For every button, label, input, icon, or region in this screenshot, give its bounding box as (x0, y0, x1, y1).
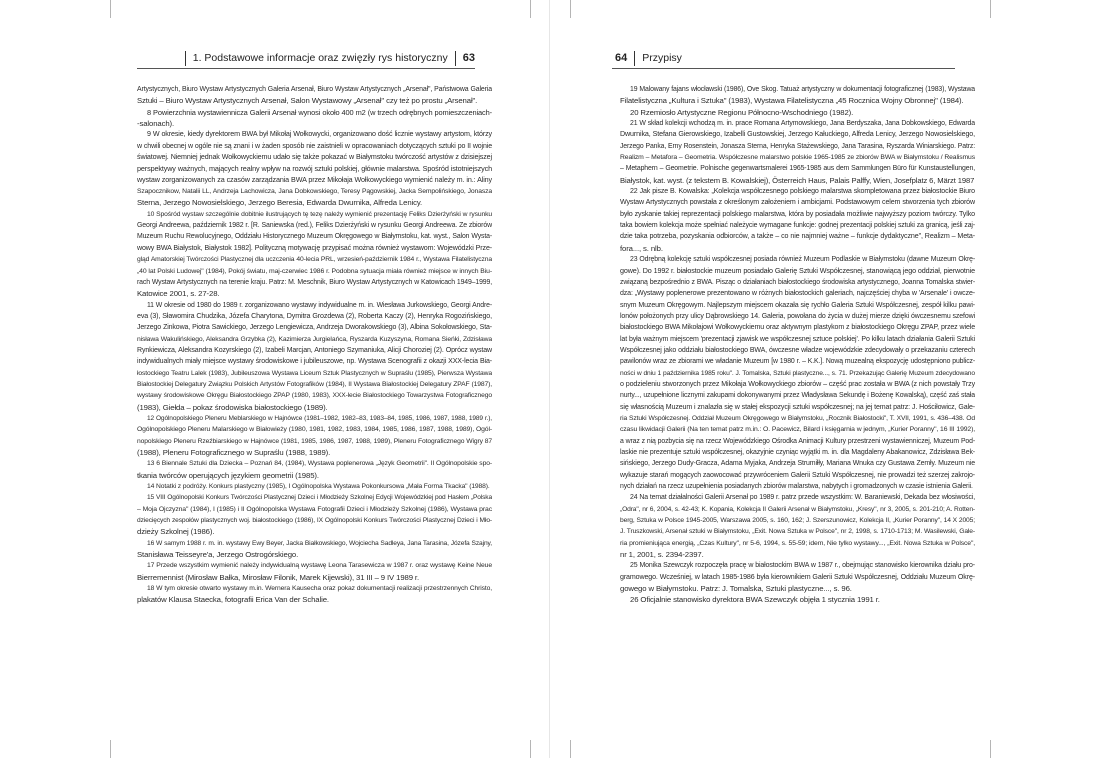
text-line: (1988), Pleneru Fotograficznego w Supraślu (1988, 1989). (137, 448, 331, 457)
chapter-title: 1. Podstawowe informacje oraz zwięzły rys historyczny (192, 52, 448, 64)
text-line: taka bowiem kolekcja może spełniać należycie wymagane funkcje: godnej prezentacji polskiej sztuki za granicą, jeśli zaj- (620, 222, 975, 230)
text-line: perspektywy ważnych, mających realny wpływ na rozwój sztuki polskiej, głównie malarstwa. Spośród istotniejszych (137, 164, 492, 174)
text-line: 21 W skład kolekcji wchodzą m. in. prace Romana Artymowskiego, Jana Berdyszaka, Jana Dobkowskiego, Edwarda (630, 120, 975, 128)
text-line: się własnością Muzeum i znalazła się w stałej ekspozycji sztuki współczesnej; na jej temat patrz: J. Hościłowicz, Gale- (620, 403, 975, 411)
text-line: dza: „Wystawy poplenerowe prezentowano w różnych białostockich galeriach, najczęściej chyba w 'Arsenale' i owcze- (620, 290, 975, 298)
text-line: 19 Malowany fajans włocławski (1986), Ove Skog. Tatuaż artystyczny w dokumentacji fotograficznej (1983), Wystawa (630, 86, 975, 93)
text-line: „40 lat Polski Ludowej" (1984), Pokój światu, maj-czerwiec 1986 r. Podobna sytuacja miała również miejsce w innych Biu- (137, 267, 492, 275)
text-line: 23 Odrębną kolekcję sztuki współczesnej posiada również Muzeum Podlaskie w Białymstoku (dawne Muzeum Okrę- (630, 256, 975, 264)
text-line: Rynkiewicza, Aleksandra Kozyrskiego (2), Izabeli Marcjan, Antoniego Szymaniuka, Alicji Choroziej (2). Oprócz wystaw (137, 346, 492, 354)
text-line: Stanisława Teisseyre'a, Jerzego Ostrogórskiego. (137, 550, 299, 560)
text-line: Ogólnopolskiego Pleneru Malarskiego w Białowieży (1980, 1981, 1982, 1983, 1984, 1985, 1986, 1987, 1988, 1989), Ogól- (137, 426, 492, 434)
text-line: nisława Wakulińskiego, Aleksandra Grzybka (2), Kazimierza Jurgielańca, Ryszarda Kuzyszyna, Romana Sieńki, Zdzisława (137, 335, 492, 343)
text-line: Jerzego Panka, Erny Rosenstein, Jonasza Sterna, Henryka Stażewskiego, Jana Tarasina, Ryszarda Winiarskiego. Patrz: (620, 142, 975, 150)
text-line: – Metaphern – Geometrie. Polnische gegenwartsmalerei 1965-1985 aus dem Sammlungen Büro für Kunstaustellungen, (620, 165, 975, 173)
text-line: ria Sztuki Współczesnej. Oddział Muzeum Okręgowego w Białymstoku, „Rocznik Białostocki", T. XVII, 1991, s. 436–438. Od (620, 414, 975, 422)
text-line: Białostockiej Delegatury Związku Polskich Artystów Fotografików (1984), II Wystawa Białostockiej Delegatury ZPAF (1987), (137, 380, 492, 388)
running-head-divider (634, 51, 635, 66)
text-line: nopolskiego Pleneru Rzeźbiarskiego w Hajnówce (1981, 1985, 1986, 1987, 1988, 1989), Pleneru Fotograficznego Wigry 87 (137, 437, 492, 445)
text-line: 13 6 Biennale Sztuki dla Dziecka – Poznań 84, (1984), Wystawa poplenerowa „Język Geometrii". II Ogólnopolskie spo- (147, 460, 492, 468)
text-line: gowego w Białymstoku. Patrz: J. Tomalska, Sztuki plastyczne..., s. 96. (620, 584, 852, 594)
header-rule (612, 68, 955, 69)
section-title: Przypisy (642, 52, 682, 64)
text-line: 16 W samym 1988 r. m. in. wystawy Ewy Beyer, Jacka Białkowskiego, Wojciecha Sadleya, Jana Tarasina, Józefa Szajny, (147, 539, 492, 547)
text-line: (1983), Giełda – pokaz środowiska białostockiego (1989). (137, 402, 328, 412)
text-line: dzie taka potrzeba, pozyskania odbiorców, a także – co nie najmniej ważne – funkcje dydaktyczne", Realizm – Meta- (620, 232, 975, 241)
text-line: lonów położonych przy ulicy Dąbrowskiego 14. Galeria, powołana do życia w dużej mierze dzięki ówczesnemu szefowi (620, 312, 975, 320)
text-line: gląd Amatorskiej Twórczości Plastycznej dla uczczenia 40-lecia PRL, wrzesień-październik 1984 r., Wystawa Filatelistyczna (137, 256, 492, 264)
text-line: Katowice 2001, s. 27-28. (137, 289, 220, 299)
text-line: Bierremennist (Mirosław Bałka, Mirosław Filonik, Marek Kijewski), 31 III – 9 IV 1989 r. (137, 572, 420, 582)
text-line: dzieży Szkolnej (1986). (137, 527, 215, 537)
text-line: Muzeum Ruchu Rewolucyjnego, Oddziału Historycznego Muzeum Okręgowego w Białymstoku, kat. wyst., Salon Wysta- (137, 233, 492, 241)
text-line: Georgi Andreewa, październik 1982 r. [R. Saniewska (red.), Feliks Dzierżyński w rysunku Georgi Andreewa. Ze zbiorów (137, 222, 492, 230)
text-line: plakatów Klausa Staecka, fotografii Erica Van der Schalie. (137, 595, 329, 605)
text-line: J. Truszkowski, Arsenał sztuki w Białymstoku, „Exit. Nowa Sztuka w Polsce", nr 2, 1998, s. 1710-1713; M. Wasilewski, Gale- (620, 528, 975, 536)
text-line: w chwili obecnej w ogóle nie są znani i w żaden sposób nie zaistnieli w opracowaniach dotyczących sztuki po II wojnie (137, 142, 492, 150)
header-rule (137, 68, 475, 69)
text-line: Jerzego Zinkowa, Piotra Sawickiego, Jerzego Lengiewicza, Andrzeja Dworakowskiego (3), Albina Sokołowskiego, Sta- (137, 324, 492, 332)
text-line: ria promieniująca energią, „Czas Kultury", nr 5-6, 1994, s. 55-59; idem, Nie tylko wystawy..., „Exit. Nowa Sztuka w Polsce", (620, 539, 975, 547)
text-line: eva (3), Sławomira Chudzika, Józefa Charytona, Dymitra Grozdewa (2), Roberta Kaczy (2), Henryka Rogozińskiego, (137, 311, 492, 320)
text-line: 18 W tym okresie otwarto wystawy m.in. Wernera Kausecha oraz pokaz dokumentacji realizacji przestrzennych Christo, (147, 585, 492, 593)
text-line: światowej. Niemniej jednak Wołkowyckiemu udało się także pokazać w Białymstoku twórczość artystów z dzisiejszej (137, 153, 492, 162)
text-line: wystaw zorganizowanych za czasów zarządzania BWA przez Mikołaja Wołkowyckiego wymienić należy m. in.: Aliny (137, 175, 492, 184)
running-head-right (615, 50, 682, 66)
text-line: 11 W okresie od 1980 do 1989 r. zorganizowano wystawy indywidualne m. in. Wiesława Jurkowskiego, Georgi Andre- (147, 301, 492, 309)
text-line: Realizm – Metafora – Geometria. Współczesne malarstwo polskie 1965-1985 ze zbiorów BWA w Białymstoku / Realismus (620, 154, 975, 162)
text-line: a wraz z nią pozbycia się na rzecz Wojewódzkiego Ośrodka Animacji Kultury przestrzeni wystawienniczej, Muzeum Pod- (620, 437, 975, 445)
text-line: lat była ważnym miejscem 'prezentacji zjawisk we współczesnej sztuce polskiej'. Po kilku latach działania Galerii Sztuki (620, 335, 975, 343)
text-line: 15 VIII Ogólnopolski Konkurs Twórczości Plastycznej Dzieci i Młodzieży Szkolnej Edycji Wojewódzkiej pod Hasłem „Polska (147, 494, 492, 502)
running-head-divider (455, 51, 456, 66)
text-line: czasu likwidacji Galerii (Na ten temat patrz m.in.: O. Pacewicz, Bilard i księgarnia w jednym, „Kurier Poranny", 16 III 1992), (620, 426, 975, 434)
text-line: Sztuki – Biuro Wystaw Artystycznych Arsenał, Salon Wystawowy „Arsenał" czy też po prostu „Arsenał". (137, 96, 478, 106)
text-line: nurty..., uzupełnione licznymi zakupami dokonywanymi przez Władysława Sekundę i Bożenę Kowalską), część zaś stała (620, 392, 975, 400)
text-line: – Moja Ojczyzna" (1984), I (1985) i II Ogólnopolska Wystawa Fotografii Dzieci i Młodzieży Szkolnej (1986), Wystawa prac (137, 505, 492, 513)
text-line: 12 Ogólnopolskiego Pleneru Meblarskiego w Hajnówce (1981–1982, 1982–83, 1983–84, 1985, 1986, 1987, 1988, 1989 r.), (147, 414, 492, 422)
text-line: 17 Przede wszystkim wymienić należy indywidualną wystawę Leona Tarasewicza w 1987 r. oraz wystawę Keine Neue (147, 562, 492, 570)
text-line: Białystok, kat. wyst. (z tekstem B. Kowalskiej), Österreich Haus, Palais Palffy, Wien, Josefplatz 6, Märzt 1987 (620, 175, 975, 185)
text-line: 9 W okresie, kiedy dyrektorem BWA był Mikołaj Wołkowycki, organizowano dość licznie wystawy artystom, którzy (147, 130, 492, 139)
text-line: 26 Oficjalnie stanowisko dyrektora BWA Szewczyk objęła 1 stycznia 1991 r. (630, 595, 880, 605)
text-line: gowe). Do 1992 r. białostockie muzeum posiadało Galerię Sztuki Współczesnej, stanowiącą jego oddział, pierwotnie (620, 266, 975, 275)
text-line: 8 Powierzchnia wystawiennicza Galerii Arsenał wynosi około 400 m2 (w trzech odrębnych pomieszczeniach- (147, 107, 492, 117)
text-line: snym Muzeum Okręgowym. Najlepszym miejscem okazała się rychło Galeria Sztuki Współczesnej, zespół kilku pawi- (620, 301, 975, 309)
text-line: Artystycznych, Biuro Wystaw Artystycznych Galeria Arsenał, Biuro Wystaw Artystycznych „Arsenał", Państwowa Galeria (137, 86, 492, 93)
running-head-divider (185, 51, 186, 66)
text-line: -salonach). (137, 119, 175, 129)
text-line: było zyskanie takiej reprezentacji polskiego malarstwa, która by posiadała możliwie najwyższy poziom twórczy. Tylko (620, 209, 975, 218)
text-line: dziecięcych zespołów plastycznych woj. białostockiego (1986), IX Ogólnopolski Konkurs Twórczości Plastycznej Dzieci i Mło- (137, 517, 492, 525)
text-line: laskie nie prezentuje sztuki współczesnej, okazyjnie czyniąc wyjątki m. in. dla Magdaleny Abakanowicz, Zdzisława Bek- (620, 449, 975, 456)
text-line: 22 Jak pisze B. Kowalska: „Kolekcja współczesnego polskiego malarstwa skompletowana przez białostockie Biuro (630, 188, 975, 196)
text-line: 25 Monika Szewczyk rozpoczęła pracę w białostockim BWA w 1987 r., obejmując stanowisko kierownika działu pro- (630, 562, 975, 570)
text-line: gramowego. Wcześniej, w latach 1985-1986 była kierownikiem Galerii Sztuki Współczesnej, Oddziału Muzeum Okrę- (620, 572, 975, 581)
text-line: ności w dniu 1 października 1985 roku". J. Tomalska, Sztuki plastyczne..., s. 71. Przekazując Galerię Muzeum zdecydowano (620, 369, 975, 377)
text-line: 24 Na temat działalności Galerii Arsenał po 1989 r. patrz przede wszystkim: W. Baraniewski, Dekada bez włosiwości, (630, 494, 975, 502)
text-line: Sterna, Jerzego Nowosielskiego, Jerzego Beresia, Edwarda Dwurnika, Alfreda Lenicy. (137, 198, 423, 208)
text-line: rach Wystaw Artystycznych na terenie kraju. Patrz: M. Meschnik, Biuro Wystaw Artystycznych w Katowicach 1949–1999, (137, 278, 492, 286)
text-line: tkania twórców operujących językiem geometrii (1985). (137, 470, 319, 480)
text-line: łostockiego Teatru Lalek (1983), Jubileuszowa Wystawa Liceum Sztuk Plastycznych w Supraślu (1985), Pierwsza Wystawa (137, 369, 492, 377)
text-line: „Odra", nr 6, 2004, s. 42-43; K. Kopania, Kolekcja II Galerii Arsenał w Białymstoku, „Kresy", nr 3, 2005, s. 201-210; A. Rotten- (620, 505, 975, 513)
footnotes-block (620, 84, 975, 606)
text-line: sińskiego, Jerzego Dudy-Gracza, Adama Myjaka, Andrzeja Strumiłły, Mariana Wnuka czy Gustawa Zemły. Muzeum nie (620, 460, 975, 468)
text-line: indywidualnych miały miejsce wystawy środowiskowe i jubileuszowe, np. Wystawa Scenografii z okazji XXX-lecia Bia- (137, 358, 492, 366)
text-line: pawilonów wraz ze zbiorami we władanie Muzeum [w 1980 r. – K.K.]. Nową muzealną ekspozycję udostępniono publicz- (620, 358, 975, 366)
text-line: wystawy środowiskowe Okręgu Białostockiego ZPAP (1980, 1983), XXX-lecie Białostockiego Towarzystwa Fotograficznego (137, 392, 492, 400)
running-head-left (178, 50, 475, 66)
text-line: Współczesnej jako oddziału białostockiego BWA, ówczesne władze wojewódzkie zdecydowały o przekazaniu czterech (620, 346, 975, 354)
right-page (550, 0, 1100, 758)
page-number: 63 (462, 52, 475, 64)
text-line: fora..., s. nlb. (620, 243, 663, 253)
text-line: Filatelistyczna „Kultura i Sztuka" (1983), Wystawa Filatelistyczna „45 Rocznica Wojny Obronnej" (1984). (620, 96, 964, 106)
text-line: nr 1, 2001, s. 2394-2397. (620, 550, 704, 560)
text-line: wykazuje starań mogących zaowocować przywróceniem Galerii Sztuki Współczesnej, nie prowadzi też szerzej zakrojo- (620, 471, 975, 479)
text-line: związaną bezpośrednio z BWA. Pisząc o działaniach białostockiego środowiska artystycznego, Joanna Tomalska stwier- (620, 278, 975, 286)
text-line: Szapocznikow, Natalii LL, Andrzeja Lachowicza, Jana Dobkowskiego, Teresy Pągowskiej, Jacka Sempolińskiego, Jonasza (137, 188, 492, 196)
text-line: 20 Rzemiosło Artystyczne Regionu Północno-Wschodniego (1982). (630, 107, 854, 117)
text-line: białostockiego BWA Mikołajowi Wołkowyckiemu oraz aktywnym plastykom z białostockiego Okręgu ZPAP, przez wiele (620, 324, 975, 332)
text-line: Wystaw Artystycznych powstała z określonym założeniem i ambicjami. Podstawowym celem stworzenia tych zbiorów (620, 198, 975, 207)
page-number: 64 (615, 52, 628, 64)
text-line: o podzieleniu stworzonych przez Mikołaja Wołkowyckiego zbiorów – część prac została w BWA (z nich powstały Trzy (620, 379, 975, 388)
footnotes-block (137, 84, 492, 606)
text-line: wowy BWA Białystok, Białystok 1982]. Polityczną motywację przypisać można również wystawom: Wojewódzki Prze- (137, 243, 492, 252)
text-line: Dwurnika, Stefana Gierowskiego, Izabelli Gustowskiej, Jerzego Kałuckiego, Alfreda Lenicy, Jerzego Nowosielskiego, (620, 130, 975, 139)
text-line: 14 Notatki z podróży. Konkurs plastyczny (1985), I Ogólnopolska Wystawa Pokonkursowa „Mała Forma Tkacka" (1988). (147, 483, 490, 491)
text-line: nych działań na rzecz uzupełnienia posiadanych zbiorów malarstwa, nabytych i gromadzonych w czasie istnienia Galerii. (620, 483, 973, 491)
text-line: 10 Spośród wystaw szczególnie dobitnie ilustrujących tę tezę należy wymienić prezentację Feliks Dzierżyński w rysunku (147, 210, 492, 218)
text-line: berg, Sztuka w Polsce 1945-2005, Warszawa 2005, s. 160, 162; J. Szerszunowicz, Kolekcja II, „Kurier Poranny", 14 X 2005; (620, 517, 975, 525)
